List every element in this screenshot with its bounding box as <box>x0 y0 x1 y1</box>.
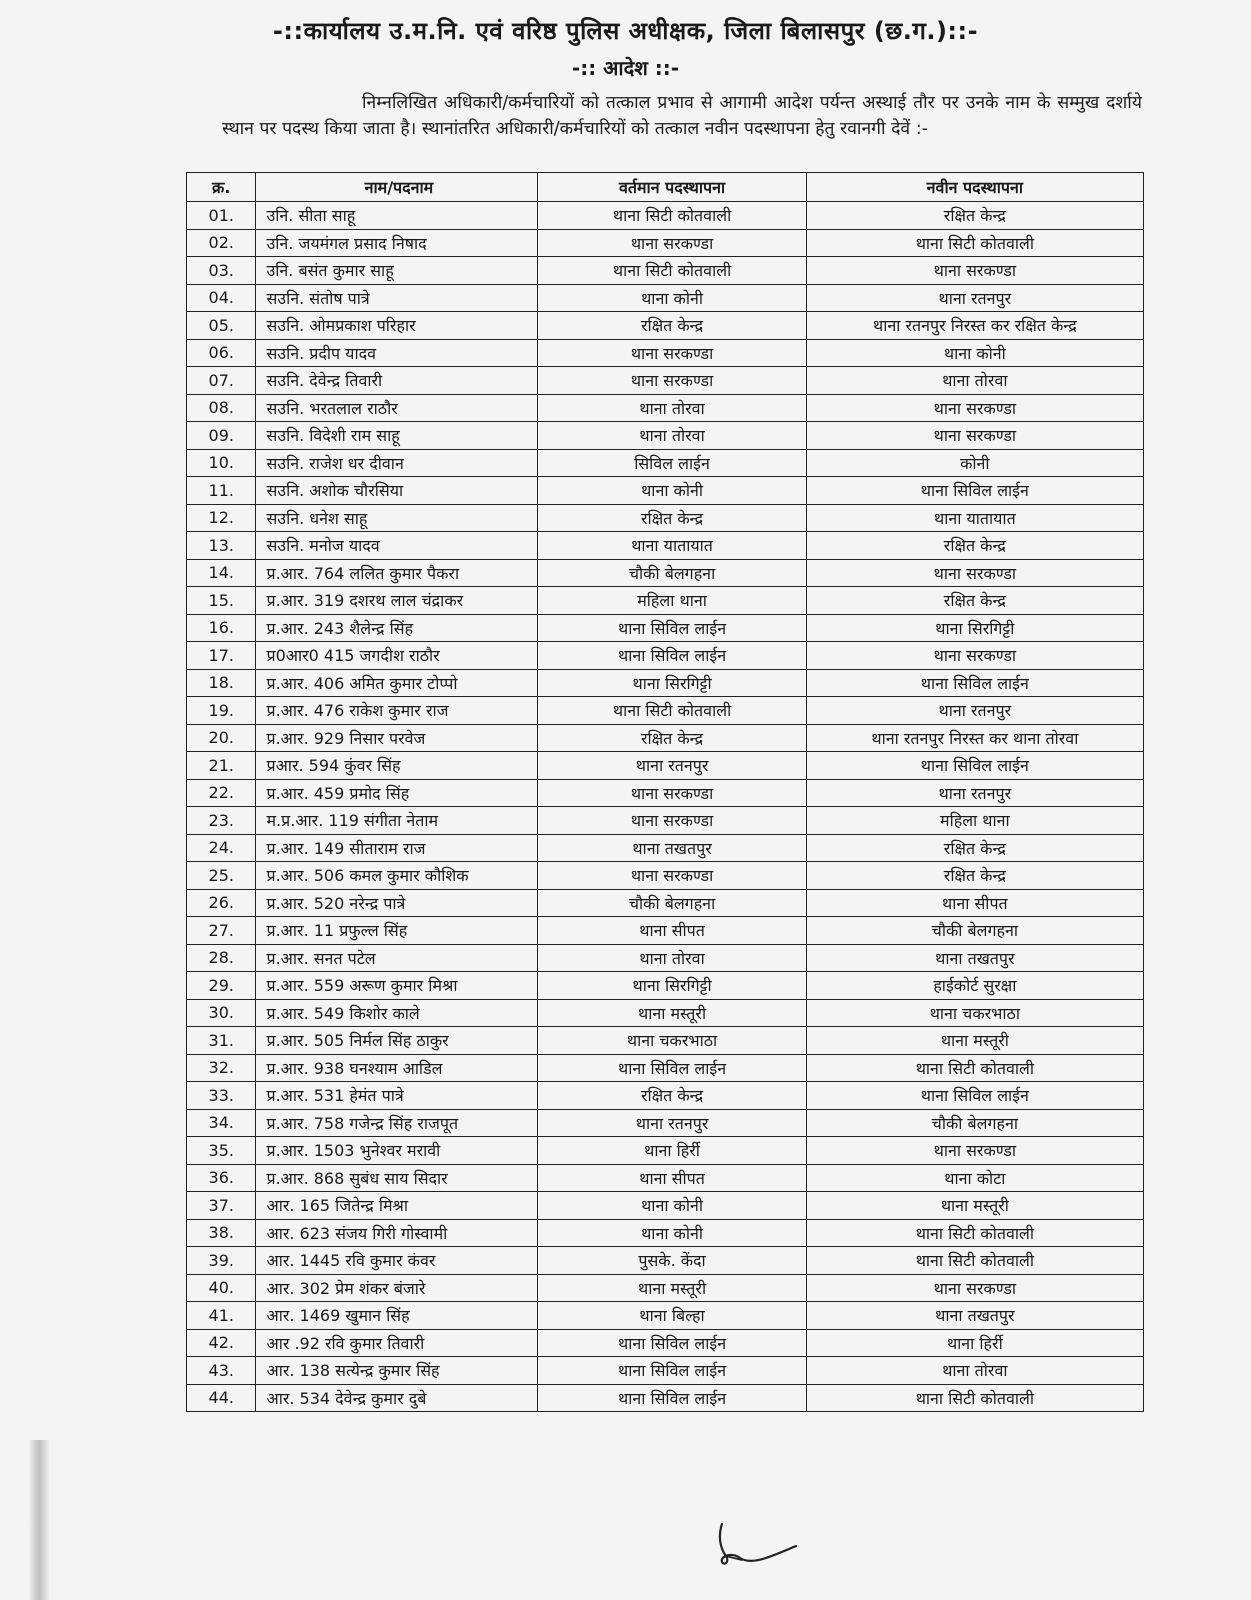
table-row <box>187 1329 1144 1357</box>
row-name: आर. 623 संजय गिरी गोस्वामी <box>256 1219 538 1247</box>
table-row <box>187 1027 1144 1055</box>
row-current-posting: थाना सिटी कोतवाली <box>538 697 806 725</box>
row-current-posting: पुसके. केंदा <box>538 1247 806 1275</box>
row-new-posting: थाना रतनपुर <box>806 284 1143 312</box>
table-row <box>187 917 1144 945</box>
row-new-posting: थाना सीपत <box>806 889 1143 917</box>
row-current-posting: थाना सरकण्डा <box>538 367 806 395</box>
row-new-posting: चौकी बेलगहना <box>806 917 1143 945</box>
header-serial: क्र. <box>187 173 256 202</box>
row-name: प्र.आर. 549 किशोर काले <box>256 999 538 1027</box>
row-current-posting: महिला थाना <box>538 587 806 615</box>
row-new-posting: थाना सिविल लाईन <box>806 752 1143 780</box>
row-serial: 17. <box>187 642 256 670</box>
row-new-posting: थाना तखतपुर <box>806 944 1143 972</box>
row-serial: 15. <box>187 587 256 615</box>
row-serial: 35. <box>187 1137 256 1165</box>
row-serial: 38. <box>187 1219 256 1247</box>
table-row <box>187 1274 1144 1302</box>
table-row <box>187 367 1144 395</box>
row-name: प्र.आर. 764 ललित कुमार पैकरा <box>256 559 538 587</box>
row-current-posting: थाना रतनपुर <box>538 752 806 780</box>
table-row <box>187 1192 1144 1220</box>
row-serial: 26. <box>187 889 256 917</box>
table-row <box>187 284 1144 312</box>
row-serial: 16. <box>187 614 256 642</box>
row-name: प्र.आर. 149 सीताराम राज <box>256 834 538 862</box>
row-name: प्र.आर. 406 अमित कुमार टोप्पो <box>256 669 538 697</box>
table-row <box>187 257 1144 285</box>
table-row <box>187 202 1144 230</box>
row-name: सउनि. ओमप्रकाश परिहार <box>256 312 538 340</box>
row-serial: 22. <box>187 779 256 807</box>
table-row <box>187 999 1144 1027</box>
row-current-posting: चौकी बेलगहना <box>538 889 806 917</box>
header-name: नाम/पदनाम <box>256 173 538 202</box>
row-new-posting: रक्षित केन्द्र <box>806 587 1143 615</box>
row-new-posting: चौकी बेलगहना <box>806 1109 1143 1137</box>
table-row <box>187 1384 1144 1412</box>
table-row <box>187 779 1144 807</box>
row-serial: 08. <box>187 394 256 422</box>
row-new-posting: थाना सरकण्डा <box>806 642 1143 670</box>
row-name: आर .92 रवि कुमार तिवारी <box>256 1329 538 1357</box>
intro-paragraph: निम्नलिखित अधिकारी/कर्मचारियों को तत्काल प्रभाव से आगामी आदेश पर्यन्त अस्थाई तौर पर उनके नाम के सम्मुख दर्शाये स्थान पर पदस्थ किया जाता है। स्थानांतरित अधिकारी/कर्मचारियों को तत्काल नवीन पदस्थापना हेतु रवानगी देवें :- <box>222 93 1142 139</box>
row-current-posting: थाना सिविल लाईन <box>538 614 806 642</box>
row-current-posting: थाना सिरगिट्टी <box>538 972 806 1000</box>
row-new-posting: थाना रतनपुर <box>806 779 1143 807</box>
table-row <box>187 312 1144 340</box>
row-current-posting: थाना सरकण्डा <box>538 229 806 257</box>
row-serial: 20. <box>187 724 256 752</box>
row-current-posting: थाना मस्तूरी <box>538 999 806 1027</box>
row-current-posting: सिविल लाईन <box>538 449 806 477</box>
row-current-posting: थाना तोरवा <box>538 944 806 972</box>
row-serial: 42. <box>187 1329 256 1357</box>
table-row <box>187 1054 1144 1082</box>
row-serial: 06. <box>187 339 256 367</box>
row-serial: 07. <box>187 367 256 395</box>
row-name: सउनि. विदेशी राम साहू <box>256 422 538 450</box>
table-row <box>187 1164 1144 1192</box>
table-row <box>187 1082 1144 1110</box>
table-row <box>187 339 1144 367</box>
row-current-posting: चौकी बेलगहना <box>538 559 806 587</box>
row-name: सउनि. अशोक चौरसिया <box>256 477 538 505</box>
row-current-posting: थाना सिविल लाईन <box>538 1054 806 1082</box>
row-new-posting: थाना मस्तूरी <box>806 1027 1143 1055</box>
row-new-posting: थाना मस्तूरी <box>806 1192 1143 1220</box>
row-serial: 27. <box>187 917 256 945</box>
row-serial: 12. <box>187 504 256 532</box>
row-serial: 34. <box>187 1109 256 1137</box>
row-serial: 05. <box>187 312 256 340</box>
row-current-posting: थाना सिविल लाईन <box>538 1384 806 1412</box>
row-name: सउनि. मनोज यादव <box>256 532 538 560</box>
row-current-posting: थाना सीपत <box>538 1164 806 1192</box>
table-row <box>187 697 1144 725</box>
row-name: सउनि. भरतलाल राठौर <box>256 394 538 422</box>
row-new-posting: थाना यातायात <box>806 504 1143 532</box>
row-new-posting: थाना तोरवा <box>806 1357 1143 1385</box>
row-serial: 43. <box>187 1357 256 1385</box>
row-current-posting: थाना सिविल लाईन <box>538 642 806 670</box>
table-row <box>187 1302 1144 1330</box>
table-row <box>187 944 1144 972</box>
row-name: प्रआर. 594 कुंवर सिंह <box>256 752 538 780</box>
header-current-posting: वर्तमान पदस्थापना <box>538 173 806 202</box>
row-name: आर. 138 सत्येन्द्र कुमार सिंह <box>256 1357 538 1385</box>
row-name: सउनि. राजेश धर दीवान <box>256 449 538 477</box>
row-new-posting: हाईकोर्ट सुरक्षा <box>806 972 1143 1000</box>
row-serial: 23. <box>187 807 256 835</box>
table-row <box>187 587 1144 615</box>
row-new-posting: थाना सरकण्डा <box>806 257 1143 285</box>
row-name: आर. 165 जितेन्द्र मिश्रा <box>256 1192 538 1220</box>
row-name: प्र.आर. 938 घनश्याम आडिल <box>256 1054 538 1082</box>
table-row <box>187 862 1144 890</box>
row-current-posting: रक्षित केन्द्र <box>538 1082 806 1110</box>
row-serial: 30. <box>187 999 256 1027</box>
row-new-posting: थाना रतनपुर निरस्त कर थाना तोरवा <box>806 724 1143 752</box>
row-new-posting: रक्षित केन्द्र <box>806 202 1143 230</box>
row-serial: 19. <box>187 697 256 725</box>
transfer-table <box>186 172 1144 1412</box>
row-new-posting: कोनी <box>806 449 1143 477</box>
row-serial: 10. <box>187 449 256 477</box>
row-serial: 11. <box>187 477 256 505</box>
row-current-posting: थाना रतनपुर <box>538 1109 806 1137</box>
row-name: आर. 1445 रवि कुमार कंवर <box>256 1247 538 1275</box>
row-new-posting: थाना सरकण्डा <box>806 1274 1143 1302</box>
row-serial: 24. <box>187 834 256 862</box>
table-row <box>187 1357 1144 1385</box>
scan-shadow <box>28 1440 50 1600</box>
row-name: सउनि. संतोष पात्रे <box>256 284 538 312</box>
row-serial: 18. <box>187 669 256 697</box>
row-serial: 29. <box>187 972 256 1000</box>
row-current-posting: थाना तोरवा <box>538 422 806 450</box>
row-new-posting: थाना तखतपुर <box>806 1302 1143 1330</box>
row-serial: 31. <box>187 1027 256 1055</box>
row-name: आर. 302 प्रेम शंकर बंजारे <box>256 1274 538 1302</box>
table-row <box>187 532 1144 560</box>
row-new-posting: थाना सिरगिट्टी <box>806 614 1143 642</box>
table-row <box>187 642 1144 670</box>
table-row <box>187 504 1144 532</box>
table-row <box>187 449 1144 477</box>
row-current-posting: थाना कोनी <box>538 477 806 505</box>
table-row <box>187 669 1144 697</box>
table-row <box>187 807 1144 835</box>
row-current-posting: थाना सिटी कोतवाली <box>538 257 806 285</box>
row-serial: 04. <box>187 284 256 312</box>
signature <box>712 1516 802 1576</box>
row-name: प्र.आर. 868 सुबंध साय सिदार <box>256 1164 538 1192</box>
row-name: प्र.आर. 459 प्रमोद सिंह <box>256 779 538 807</box>
row-current-posting: रक्षित केन्द्र <box>538 312 806 340</box>
row-new-posting: थाना सरकण्डा <box>806 559 1143 587</box>
row-current-posting: थाना मस्तूरी <box>538 1274 806 1302</box>
row-current-posting: थाना सरकण्डा <box>538 807 806 835</box>
row-name: प्र.आर. 929 निसार परवेज <box>256 724 538 752</box>
table-row <box>187 752 1144 780</box>
row-serial: 41. <box>187 1302 256 1330</box>
row-new-posting: थाना सरकण्डा <box>806 422 1143 450</box>
row-name: सउनि. धनेश साहू <box>256 504 538 532</box>
row-serial: 01. <box>187 202 256 230</box>
row-new-posting: थाना सिविल लाईन <box>806 1082 1143 1110</box>
row-serial: 28. <box>187 944 256 972</box>
table-row <box>187 1247 1144 1275</box>
row-new-posting: थाना सिटी कोतवाली <box>806 1219 1143 1247</box>
table-row <box>187 229 1144 257</box>
row-current-posting: थाना तोरवा <box>538 394 806 422</box>
row-name: प्र.आर. 243 शैलेन्द्र सिंह <box>256 614 538 642</box>
row-name: आर. 1469 खुमान सिंह <box>256 1302 538 1330</box>
row-new-posting: थाना रतनपुर <box>806 697 1143 725</box>
row-new-posting: थाना कोटा <box>806 1164 1143 1192</box>
row-current-posting: थाना हिर्री <box>538 1137 806 1165</box>
row-current-posting: थाना कोनी <box>538 1219 806 1247</box>
row-new-posting: थाना तोरवा <box>806 367 1143 395</box>
row-name: उनि. बसंत कुमार साहू <box>256 257 538 285</box>
row-new-posting: थाना सिटी कोतवाली <box>806 1247 1143 1275</box>
row-name: सउनि. प्रदीप यादव <box>256 339 538 367</box>
row-name: प्र.आर. 506 कमल कुमार कौशिक <box>256 862 538 890</box>
row-new-posting: थाना सिविल लाईन <box>806 477 1143 505</box>
row-current-posting: थाना सीपत <box>538 917 806 945</box>
row-name: उनि. सीता साहू <box>256 202 538 230</box>
row-serial: 02. <box>187 229 256 257</box>
table-row <box>187 422 1144 450</box>
row-serial: 25. <box>187 862 256 890</box>
row-name: प्र.आर. 476 राकेश कुमार राज <box>256 697 538 725</box>
document-subtitle: -:: आदेश ::- <box>571 56 680 80</box>
row-current-posting: थाना सिविल लाईन <box>538 1357 806 1385</box>
row-serial: 14. <box>187 559 256 587</box>
row-current-posting: थाना कोनी <box>538 284 806 312</box>
row-new-posting: रक्षित केन्द्र <box>806 532 1143 560</box>
row-name: प्र.आर. 758 गजेन्द्र सिंह राजपूत <box>256 1109 538 1137</box>
table-row <box>187 1109 1144 1137</box>
row-current-posting: थाना बिल्हा <box>538 1302 806 1330</box>
table-row <box>187 394 1144 422</box>
row-new-posting: थाना चकरभाठा <box>806 999 1143 1027</box>
row-current-posting: थाना सरकण्डा <box>538 862 806 890</box>
row-name: म.प्र.आर. 119 संगीता नेताम <box>256 807 538 835</box>
row-serial: 36. <box>187 1164 256 1192</box>
table-row <box>187 1137 1144 1165</box>
row-new-posting: महिला थाना <box>806 807 1143 835</box>
row-name: सउनि. देवेन्द्र तिवारी <box>256 367 538 395</box>
table-header-row <box>187 173 1144 202</box>
row-name: प्र.आर. 11 प्रफुल्ल सिंह <box>256 917 538 945</box>
row-serial: 37. <box>187 1192 256 1220</box>
row-serial: 09. <box>187 422 256 450</box>
row-current-posting: थाना सरकण्डा <box>538 339 806 367</box>
row-serial: 03. <box>187 257 256 285</box>
row-current-posting: रक्षित केन्द्र <box>538 724 806 752</box>
table-row <box>187 614 1144 642</box>
table-row <box>187 834 1144 862</box>
row-serial: 13. <box>187 532 256 560</box>
row-current-posting: थाना यातायात <box>538 532 806 560</box>
row-new-posting: थाना सरकण्डा <box>806 1137 1143 1165</box>
table-body <box>187 202 1144 1412</box>
row-current-posting: थाना सिरगिट्टी <box>538 669 806 697</box>
row-name: प्र.आर. 505 निर्मल सिंह ठाकुर <box>256 1027 538 1055</box>
row-new-posting: थाना रतनपुर निरस्त कर रक्षित केन्द्र <box>806 312 1143 340</box>
table-row <box>187 477 1144 505</box>
row-current-posting: थाना सरकण्डा <box>538 779 806 807</box>
table-row <box>187 724 1144 752</box>
row-serial: 21. <box>187 752 256 780</box>
row-current-posting: रक्षित केन्द्र <box>538 504 806 532</box>
row-name: प्र.आर. 520 नरेन्द्र पात्रे <box>256 889 538 917</box>
row-name: प्र.आर. 559 अरूण कुमार मिश्रा <box>256 972 538 1000</box>
row-new-posting: थाना सिटी कोतवाली <box>806 1054 1143 1082</box>
row-new-posting: थाना सिटी कोतवाली <box>806 1384 1143 1412</box>
row-name: प्र.आर. 531 हेमंत पात्रे <box>256 1082 538 1110</box>
row-name: उनि. जयमंगल प्रसाद निषाद <box>256 229 538 257</box>
row-new-posting: थाना सिटी कोतवाली <box>806 229 1143 257</box>
row-serial: 44. <box>187 1384 256 1412</box>
row-name: प्र.आर. सनत पटेल <box>256 944 538 972</box>
row-current-posting: थाना कोनी <box>538 1192 806 1220</box>
row-name: प्र0आर0 415 जगदीश राठौर <box>256 642 538 670</box>
row-serial: 32. <box>187 1054 256 1082</box>
row-name: आर. 534 देवेन्द्र कुमार दुबे <box>256 1384 538 1412</box>
row-new-posting: थाना कोनी <box>806 339 1143 367</box>
row-serial: 40. <box>187 1274 256 1302</box>
table-row <box>187 1219 1144 1247</box>
row-new-posting: रक्षित केन्द्र <box>806 862 1143 890</box>
row-current-posting: थाना तखतपुर <box>538 834 806 862</box>
row-new-posting: रक्षित केन्द्र <box>806 834 1143 862</box>
row-name: प्र.आर. 1503 भुनेश्वर मरावी <box>256 1137 538 1165</box>
row-serial: 39. <box>187 1247 256 1275</box>
row-name: प्र.आर. 319 दशरथ लाल चंद्राकर <box>256 587 538 615</box>
row-new-posting: थाना हिर्री <box>806 1329 1143 1357</box>
row-new-posting: थाना सरकण्डा <box>806 394 1143 422</box>
table-row <box>187 559 1144 587</box>
document-title: -::कार्यालय उ.म.नि. एवं वरिष्ठ पुलिस अधीक्षक, जिला बिलासपुर (छ.ग.)::- <box>272 17 979 45</box>
row-new-posting: थाना सिविल लाईन <box>806 669 1143 697</box>
table-row <box>187 889 1144 917</box>
header-new-posting: नवीन पदस्थापना <box>806 173 1143 202</box>
row-current-posting: थाना सिविल लाईन <box>538 1329 806 1357</box>
row-serial: 33. <box>187 1082 256 1110</box>
table-row <box>187 972 1144 1000</box>
row-current-posting: थाना चकरभाठा <box>538 1027 806 1055</box>
row-current-posting: थाना सिटी कोतवाली <box>538 202 806 230</box>
